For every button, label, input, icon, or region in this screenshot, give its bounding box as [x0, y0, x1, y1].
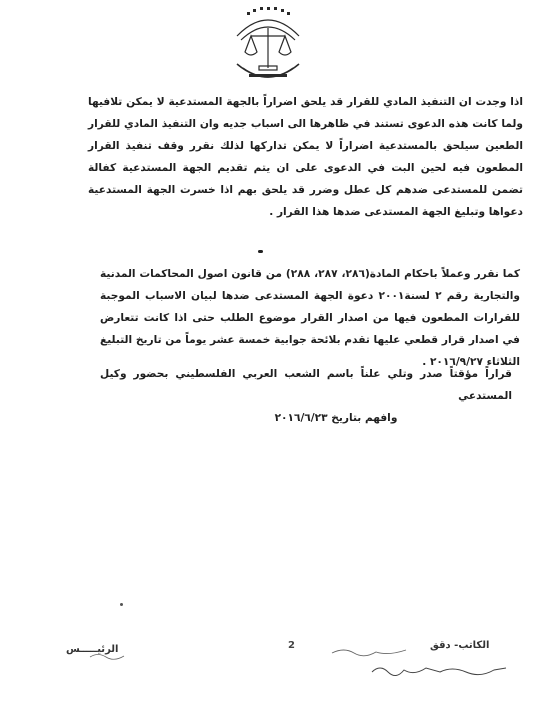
president-signature-label: الرئيـــــس [66, 644, 119, 655]
handwritten-signature [370, 660, 510, 680]
court-seal [229, 6, 307, 86]
secretary-signature-label: الكاتب- دقق [430, 640, 490, 651]
pronouncement-date-line: وافهم بتاريخ ٢٠١٦/٦/٢٣ [274, 412, 398, 424]
ink-mark [258, 250, 263, 253]
handwritten-signature [330, 645, 410, 659]
pronouncement-line: قراراً مؤقتاً صدر وتلي علناً باسم الشعب العربي الفلسطيني بحضور وكيل المستدعي [100, 368, 512, 402]
ink-mark [120, 603, 123, 606]
handwritten-signature [88, 650, 128, 662]
pronouncement-paragraph [100, 363, 512, 429]
summons-paragraph: كما نقرر وعملاً باحكام المادة(٢٨٦، ٢٨٧، ٢٨٨) من قانون اصول المحاكمات المدنية والتجارية رقم ٢ لسنة٢٠٠١ دعوة الجهة المستدعى ضدها لبيان الاسباب الموجبة للقرارات المطعون فيها من اصدار القرار موضوع الطلب حتى اذا كانت تتعارض في اصدار قرار قطعي عليها تقدم بلائحة جوابية خمسة عشر يوماً من تاريخ التبليغ الثلاثاء ٢٠١٦/٩/٢٧ . [100, 268, 520, 368]
page-number: 2 [288, 640, 295, 651]
decision-paragraph: اذا وجدت ان التنفيذ المادي للقرار قد يلحق اضراراً بالجهة المستدعية لا يمكن تلافيها ولما كانت هذه الدعوى تستند في ظاهرها الى اسباب جديه وان التنفيذ المادي للقرار الطعين سيلحق بالمستدعية اضراراً لا يمكن تداركها لذلك نقرر وقف تنفيذ القرار المطعون فيه لحين البت في الدعوى على ان يتم تقديم الجهة المستدعية كفالة تضمن للمستدعى ضدهم كل عطل وضرر قد يلحق بهم اذا خسرت الجهة المستدعية دعواها وتبليغ الجهة المستدعى ضدها هذا القرار . [88, 96, 523, 218]
